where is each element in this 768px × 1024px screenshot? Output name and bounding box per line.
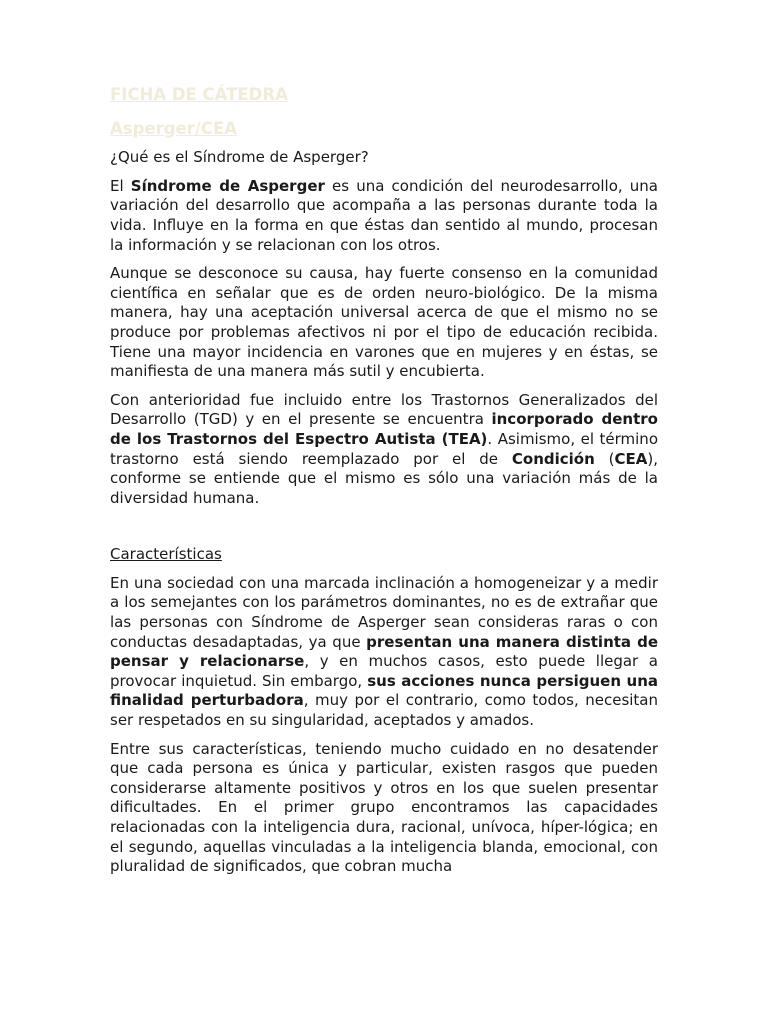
question-heading: ¿Qué es el Síndrome de Asperger? <box>110 148 369 167</box>
document-subheader: Asperger/CEA <box>110 118 238 138</box>
paragraph-4: En una sociedad con una marcada inclinación a homogeneizar y a medir a los semejantes con los parámetros dominantes, no es de extrañar que las personas con Síndrome de Asperger sean consideras raras o con conductas desadaptadas, ya que presentan una manera distinta de pensar y relacionarse, y en muchos casos, esto puede llegar a provocar inquietud. Sin embargo, sus acciones nunca persiguen una finalidad perturbadora, muy por el contrario, como todos, necesitan ser respetados en su singularidad, aceptados y amados. <box>110 573 659 730</box>
paragraph-5: Entre sus características, teniendo mucho cuidado en no desatender que cada persona es única y particular, existen rasgos que pueden considerarse altamente positivos y otros en los que suelen presentar dificultades. En el primer grupo encontramos las capacidades relacionadas con la inteligencia dura, racional, unívoca, híper-lógica; en el segundo, aquellas vinculadas a la inteligencia blanda, emocional, con pluralidad de significados, que cobran mucha <box>110 739 658 876</box>
document-header: FICHA DE CÁTEDRA <box>110 85 288 104</box>
paragraph-2: Aunque se desconoce su causa, hay fuerte consenso en la comunidad científica en señalar que es de orden neuro-biológico. De la misma manera, hay una aceptación universal acerca de que el mismo no se produce por problemas afectivos ni por el tipo de educación recibida. Tiene una mayor incidencia en varones que en mujeres y en éstas, se manifiesta de una manera más sutil y encubierta. <box>110 264 658 381</box>
paragraph-3: Con anterioridad fue incluido entre los Trastornos Generalizados del Desarrollo (TGD) y en el presente se encuentra incorporado dentro de los Trastornos del Espectro Autista (TEA). Asimismo, el término trastorno está siendo reemplazado por el de Condición (CEA), conforme se entiende que el mismo es sólo una variación más de la diversidad humana. <box>110 390 658 507</box>
paragraph-1: El Síndrome de Asperger es una condición del neurodesarrollo, una variación del desarrollo que acompaña a las personas durante toda la vida. Influye en la forma en que éstas dan sentido al mundo, procesan la información y se relacionan con los otros. <box>110 176 658 254</box>
document-body <box>110 84 658 877</box>
section-title-caracteristicas: Características <box>110 545 222 564</box>
